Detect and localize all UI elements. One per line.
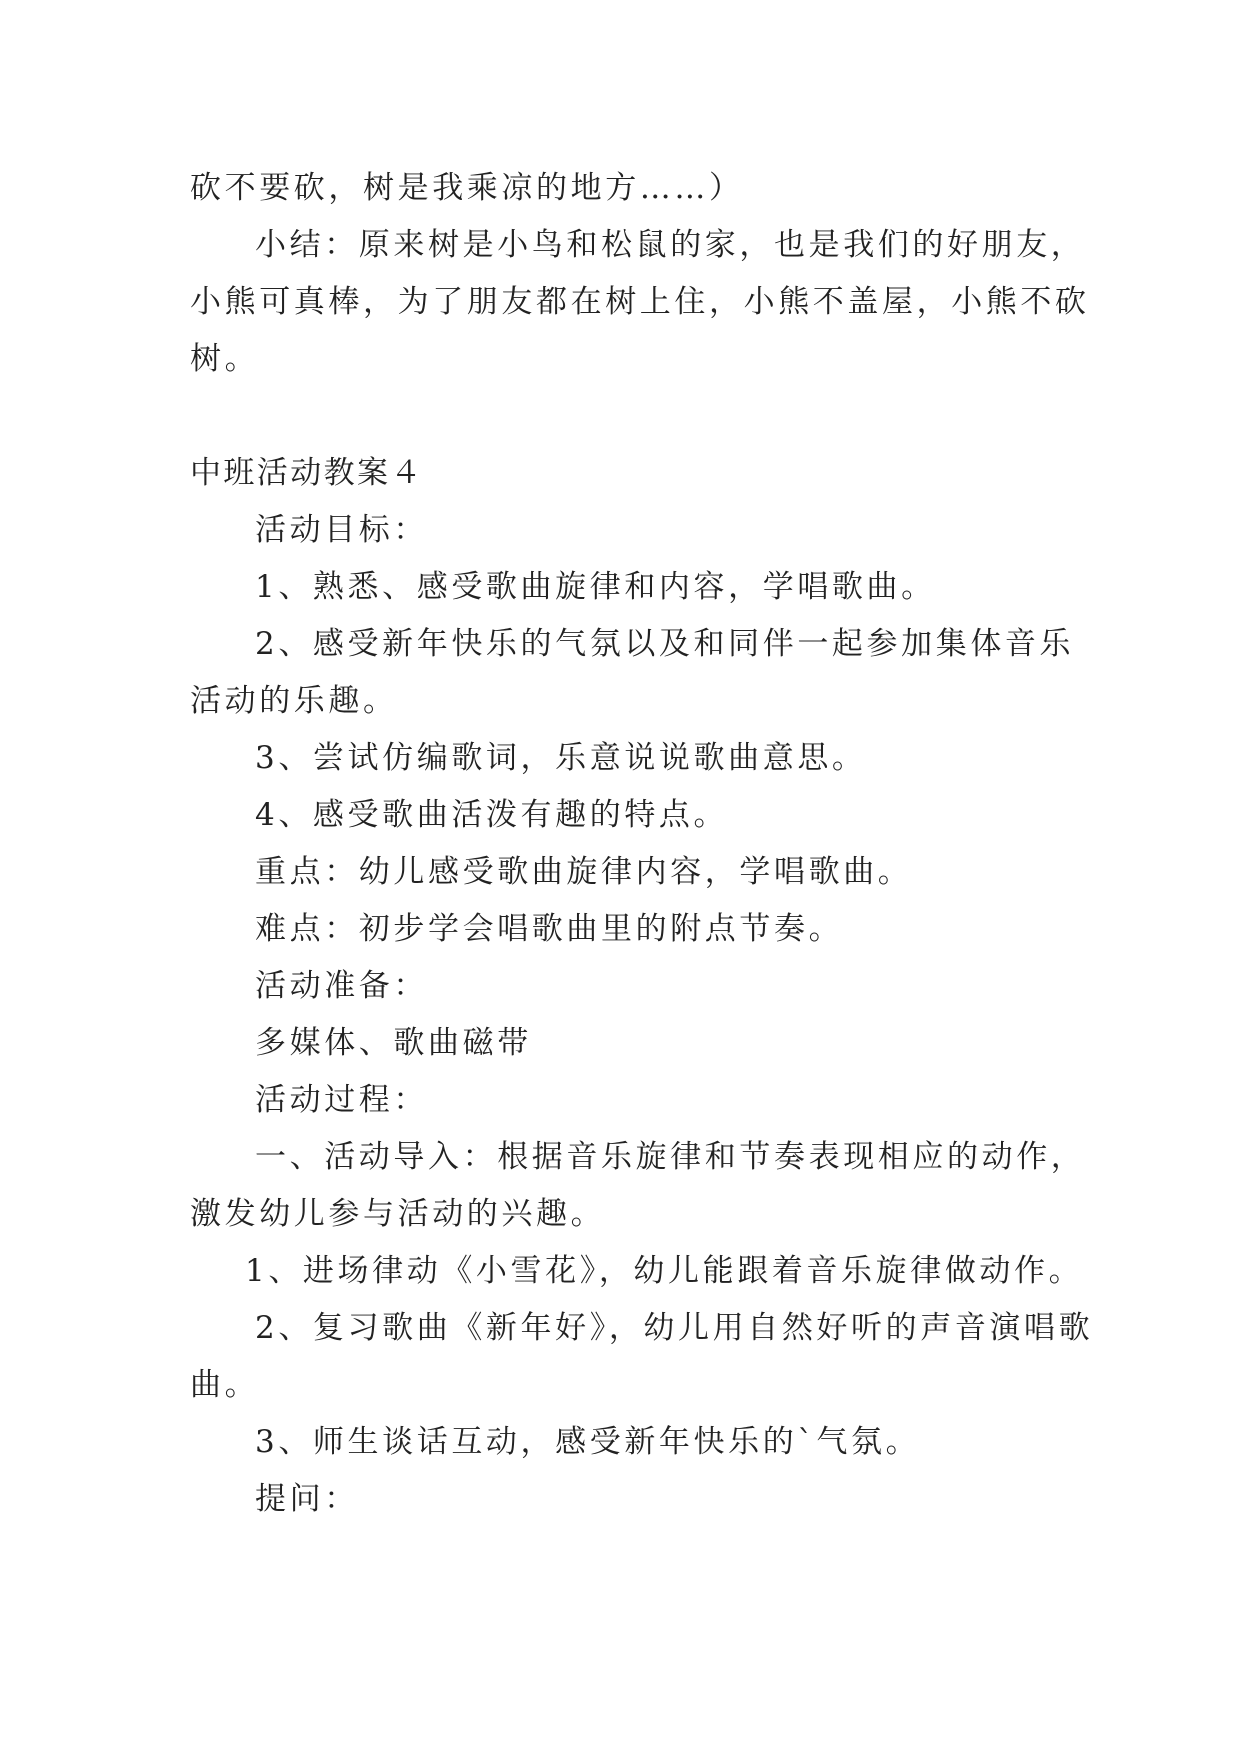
section-heading: 中班活动教案４ (190, 455, 424, 491)
objective-item: 1、熟悉、感受歌曲旋律和内容，学唱歌曲。 (255, 569, 936, 605)
text-line: 活动的乐趣。 (190, 683, 398, 719)
text-line: 砍不要砍，树是我乘凉的地方……） (190, 170, 744, 206)
text-line: 激发幼儿参与活动的兴趣。 (190, 1196, 606, 1232)
preparation-item: 多媒体、歌曲磁带 (255, 1025, 532, 1061)
preparation-label: 活动准备： (255, 968, 428, 1004)
process-label: 活动过程： (255, 1082, 428, 1118)
objective-item: 4、感受歌曲活泼有趣的特点。 (255, 797, 729, 833)
process-step: 3、师生谈话互动，感受新年快乐的`气氛。 (255, 1424, 921, 1460)
summary-paragraph: 小结：原来树是小鸟和松鼠的家，也是我们的好朋友， (255, 227, 1086, 263)
objective-item: 3、尝试仿编歌词，乐意说说歌曲意思。 (255, 740, 867, 776)
difficult-point: 难点：初步学会唱歌曲里的附点节奏。 (255, 911, 844, 947)
objectives-label: 活动目标： (255, 512, 428, 548)
process-step: 2、复习歌曲《新年好》，幼儿用自然好听的声音演唱歌 (255, 1310, 1094, 1346)
question-label: 提问： (255, 1481, 359, 1517)
text-line: 小熊可真棒，为了朋友都在树上住，小熊不盖屋，小熊不砍 (190, 284, 1090, 320)
text-line: 曲。 (190, 1367, 260, 1403)
objective-item: 2、感受新年快乐的气氛以及和同伴一起参加集体音乐 (255, 626, 1075, 662)
process-step: 一、活动导入：根据音乐旋律和节奏表现相应的动作， (255, 1139, 1086, 1175)
key-point: 重点：幼儿感受歌曲旋律内容，学唱歌曲。 (255, 854, 913, 890)
process-step: 1、进场律动《小雪花》，幼儿能跟着音乐旋律做动作。 (245, 1253, 1084, 1289)
text-line: 树。 (190, 341, 260, 377)
